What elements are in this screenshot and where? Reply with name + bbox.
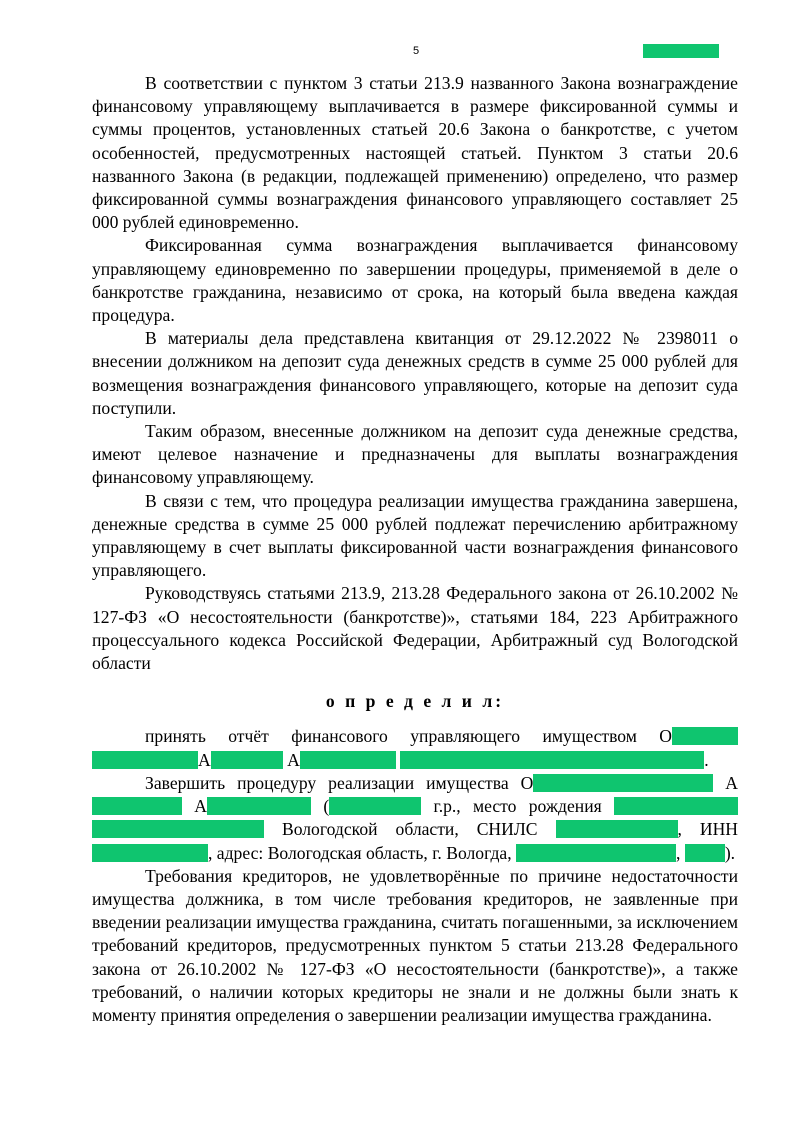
- redacted-name: [92, 751, 198, 769]
- initial-letter: А: [725, 772, 738, 793]
- paragraph: В связи с тем, что процедура реализации имущества гражданина завершена, денежные средства в сумме 25 000 рублей подлежат перечислению арбитражному управляющему в счет выплаты фиксированной части вознаграждения финансового управляющего.: [92, 490, 738, 581]
- paragraph: В материалы дела представлена квитанция от 29.12.2022 № 2398011 о внесении должником на депозит суда денежных средств в сумме 25 000 рублей для возмещения вознаграждения финансового управляющего, которые на депозит суда поступили.: [92, 328, 738, 418]
- redacted-inn: [92, 844, 208, 862]
- decision-paragraph-report: [92, 725, 738, 771]
- page-number: 5: [412, 45, 420, 57]
- header-redaction: [643, 44, 719, 58]
- decision-text: г.р., место рождения: [421, 796, 614, 817]
- punctuation: ).: [724, 842, 736, 863]
- decision-text: принять отчёт финансового управляющего имуществом О: [145, 726, 672, 747]
- redacted-name: [400, 751, 704, 769]
- redacted-birthplace: [92, 820, 264, 838]
- redacted-name: [300, 751, 396, 769]
- redacted-name: [211, 751, 283, 769]
- redacted-birth-date: [329, 797, 421, 815]
- redacted-name: [672, 727, 738, 745]
- initial-letter: А: [287, 749, 300, 770]
- paragraph: Таким образом, внесенные должником на депозит суда денежные средства, имеют целевое назначение и предназначены для выплаты вознаграждения финансовому управляющему.: [92, 421, 738, 488]
- decision-paragraph-complete: [92, 772, 738, 865]
- punctuation: (: [323, 796, 330, 817]
- initial-letter: А: [198, 749, 211, 770]
- punctuation: ,: [676, 842, 681, 863]
- paragraph: Руководствуясь статьями 213.9, 213.28 Федерального закона от 26.10.2002 № 127-ФЗ «О несостоятельности (банкротстве)», статьями 184, 223 Арбитражного процессуального кодекса Российской Федерации, Арбитражный суд Вологодской области: [92, 583, 738, 674]
- redacted-birthplace: [614, 797, 738, 815]
- redacted-snils: [556, 820, 678, 838]
- redacted-name: [92, 797, 182, 815]
- redacted-name: [207, 797, 311, 815]
- document-body: [92, 72, 738, 1027]
- decision-text: Вологодской области, СНИЛС: [264, 819, 556, 840]
- redacted-address: [516, 844, 676, 862]
- redacted-name: [533, 774, 713, 792]
- decision-text: , ИНН: [677, 819, 738, 840]
- decision-text: Завершить процедуру реализации имущества О: [145, 772, 534, 793]
- redacted-address: [685, 844, 725, 862]
- paragraph-creditors: Требования кредиторов, не удовлетворённые по причине недостаточности имущества должника, в том числе требования кредиторов, не заявленные при введении реализации имущества гражданина, считать погашенными, за исключением требований кредиторов, предусмотренных пунктом 5 статьи 213.28 Федерального закона от 26.10.2002 № 127-ФЗ «О несостоятельности (банкротстве)», а также требований, о наличии которых кредиторы не знали и не должны были знать к моменту принятия определения о завершении реализации имущества гражданина.: [92, 865, 738, 1025]
- decision-heading: о п р е д е л и л:: [325, 691, 505, 712]
- paragraph: В соответствии с пунктом 3 статьи 213.9 названного Закона вознаграждение финансовому управляющему выплачивается в размере фиксированной суммы и суммы процентов, установленных статьей 20.6 Закона о банкротстве, с учетом особенностей, предусмотренных настоящей статьей. Пунктом 3 статьи 20.6 названного Закона (в редакции, подлежащей применению) определено, что размер фиксированной суммы вознаграждения финансового управляющего составляет 25 000 рублей единовременно.: [92, 73, 738, 233]
- decision-text: , адрес: Вологодская область, г. Вологда,: [208, 842, 517, 863]
- initial-letter: А: [194, 796, 208, 817]
- punctuation: .: [704, 749, 709, 770]
- paragraph: Фиксированная сумма вознаграждения выплачивается финансовому управляющему единовременно по завершении процедуры, применяемой в деле о банкротстве гражданина, независимо от срока, на который была введена каждая процедура.: [92, 235, 738, 326]
